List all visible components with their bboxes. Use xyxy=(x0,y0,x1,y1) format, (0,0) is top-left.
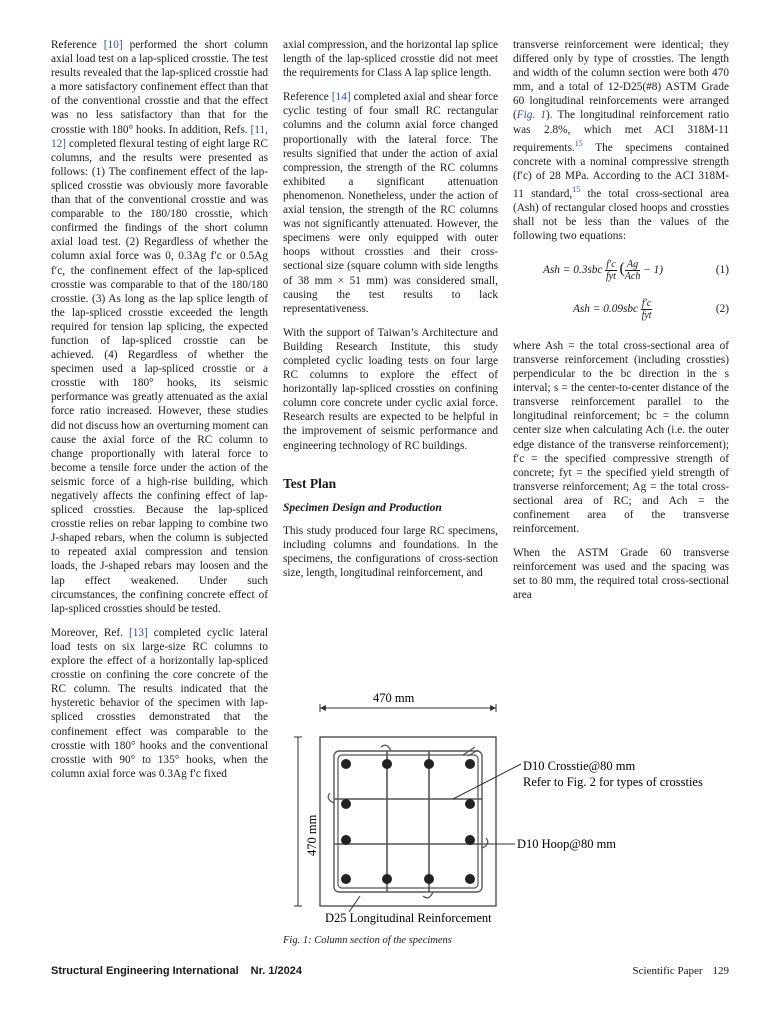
rebar-dot xyxy=(424,874,434,884)
column-section-diagram xyxy=(283,684,729,934)
paragraph: Reference [10] performed the short column axial load test on a lap-spliced crosstie. The test results revealed that the lap-spliced crosstie had a more satisfactory confinement effect than that of the conventional crosstie and that the effect was no less satisfactory than that for the crosstie with 180° hooks. In addition, Refs. [11, 12] completed flexural testing of eight large RC columns, and the results were presented as follows: (1) The confinement effect of the lap-spliced crosstie was obviously more favorable than that of the conventional crosstie and was comparable to the 180/180 crosstie, which confirmed the findings of the short column axial load test. (2) Regardless of whether the column axial force was 0, 0.3Ag f′c or 0.5Ag f′c, the confinement effect of the lap-spliced crosstie was comparable to that of the 180/180 crosstie. (3) As long as the lap splice length of the lap-spliced crosstie exceeded the length required for tension lap splicing, the expected function of lap-spliced crosstie can be achieved. (4) Regardless of whether the specimen used a lap-spliced crosstie or a crosstie with 180° hooks, its seismic performance was greatly attenuated as the axial force ratio increased. However, these studies did not discuss how an overturning moment can cause the axial force of the RC column to change proportionally with lateral force to become a tensile force under the action of the seismic force of a high-rise building, which negatively affects the confining effect of lap-spliced crossties. Because the lap-spliced crosstie relies on rebar lapping to combine two J-shaped rebars, when the column is subjected to repeated axial compression and tension loads, the J-shaped rebars may loosen and the lap effect weakened. Under such circumstances, the confining concrete effect of lap-spliced crossties should be tested. xyxy=(51,39,268,615)
leader-longitudinal xyxy=(349,896,360,912)
label-crosstie-ref: Refer to Fig. 2 for types of crossties xyxy=(523,775,703,789)
crosstie-hooks xyxy=(328,745,488,898)
reference-link[interactable]: 15 xyxy=(574,138,583,148)
subsection-title: Specimen Design and Production xyxy=(283,501,442,514)
equation-1: Ash = 0.3sbc $\frac{f'c}{\text{fyt}}$ ( $\frac{Ag}{\text{Ach}}$ − 1) (1) xyxy=(543,258,729,282)
journal-name: Structural Engineering International xyxy=(51,965,239,977)
paragraph: transverse reinforcement were identical; they differed only by type of crossties. The length and width of the column section were both 470 mm, and a total of 12-D25(#8) ASTM Grade 60 longitudinal reinforcements were arranged (Fig. 1). The longitudinal reinforcement ratio was 2.8%, which met ACI 318M-11 requirements.$^{15}$ The specimens contained concrete with a nominal compressive strength (f′c) of 28 MPa. According to the ACI 318M-11 standard,$^{15}$ the total cross-sectional area (Ash) of rectangular closed hoops and crossties shall not be less than the values of the following two equations: xyxy=(513,39,729,242)
figure-caption: Fig. 1: Column section of the specimens xyxy=(283,935,452,946)
rebar-dot xyxy=(465,759,475,769)
paragraph: When the ASTM Grade 60 transverse reinforcement was used and the spacing was set to 80 mm, the required total cross-sectional area xyxy=(513,547,729,602)
equation-number: (1) xyxy=(715,264,729,277)
paper-type: Scientific Paper xyxy=(632,965,703,977)
journal-issue: Nr. 1/2024 xyxy=(250,965,303,977)
leader-crosstie xyxy=(453,764,521,799)
paragraph: This study produced four large RC specimens, including columns and foundations. In the specimens, the configurations of cross-section size, length, longitudinal reinforcement, and xyxy=(283,524,498,580)
paragraph: With the support of Taiwan’s Architecture and Building Research Institute, this study completed cyclic loading tests on four large RC columns to explore the effect of horizontally lap-spliced crossties on confining column core concrete under cyclic axial force. Research results are expected to be helpful in the improvement of seismic performance and engineering technology of RC buildings. xyxy=(283,326,498,452)
hoop-outer xyxy=(334,751,482,892)
reference-link[interactable]: [14] xyxy=(331,91,351,104)
reference-link[interactable]: [13] xyxy=(129,626,148,639)
dimension-width-label: 470 mm xyxy=(373,691,415,705)
equation-2: Ash = 0.09sbc $\frac{f'c}{\text{fyt}}$ (2) xyxy=(573,297,729,321)
rebar-dot xyxy=(341,835,351,845)
rebar-dot xyxy=(341,759,351,769)
section-title: Test Plan xyxy=(283,475,337,491)
footer-page-info xyxy=(623,965,729,977)
rebar-dot xyxy=(424,759,434,769)
rebar-dot xyxy=(465,874,475,884)
reference-link[interactable]: [11, 12] xyxy=(51,123,268,150)
rebar-dot xyxy=(465,799,475,809)
figure-link[interactable]: Fig. 1 xyxy=(516,109,547,122)
reference-link[interactable]: 15 xyxy=(572,184,581,194)
hoop-inner xyxy=(338,755,478,888)
text-column-3 xyxy=(513,38,729,613)
rebar-dot xyxy=(382,874,392,884)
label-crosstie: D10 Crosstie@80 mm xyxy=(523,759,636,773)
paragraph: Reference [14] completed axial and shear force cyclic testing of four small RC rectangular columns and the column axial force changed proportionally with the lateral force. The results signified that under the action of axial compression, the strength of the RC columns exhibited a significant attenuation phenomenon. Nonetheless, under the action of axial tension, the strength of the RC columns was not significantly attenuated. However, the specimens were only equipped with outer hoops without crossties and their cross-sectional size (square column with side lengths of 38 mm × 51 mm) was considered small, causing the test results to lack representativeness. xyxy=(283,91,498,315)
paragraph: where Ash = the total cross-sectional area of transverse reinforcement (including crossties) perpendicular to the bc direction in the s interval; s = the center-to-center distance of the transverse reinforcement parallel to the longitudinal reinforcement; bc = the column center size when calculating Ach (i.e. the outer edge distance of the transverse reinforcement); f′c = the specified compressive strength of concrete; fyt = the specified yield strength of transverse reinforcement; Ag = the total cross-sectional area of RC; and Ach = the confinement area of the transverse reinforcement. xyxy=(513,339,729,536)
figure-column-section xyxy=(283,684,729,934)
rebar-dot xyxy=(341,799,351,809)
label-longitudinal: D25 Longitudinal Reinforcement xyxy=(325,911,492,925)
dimension-height-label: 470 mm xyxy=(305,814,319,856)
rebar-dot xyxy=(465,835,475,845)
longitudinal-bars xyxy=(341,759,475,884)
reference-link[interactable]: [10] xyxy=(103,39,123,51)
paragraph: Moreover, Ref. [13] completed cyclic lateral load tests on six large-size RC columns to explore the effect of a horizontally lap-spliced crosstie on confining the core concrete of the RC column. The results indicated that the hysteretic behavior of the specimen with lap-spliced crossties demonstrated that the confinement effect was comparable to the crosstie with 180° hooks and the conventional crosstie with 90° to 135° hooks, when the column axial force was 0.3Ag f′c fixed xyxy=(51,626,268,780)
paragraph: axial compression, and the horizontal lap splice length of the lap-spliced crosstie did not meet the requirements for Class A lap splice length. xyxy=(283,39,498,80)
equation-number: (2) xyxy=(715,303,729,316)
rebar-dot xyxy=(382,759,392,769)
text-column-1 xyxy=(51,38,268,791)
rebar-dot xyxy=(341,874,351,884)
text-column-2 xyxy=(283,38,498,590)
label-hoop: D10 Hoop@80 mm xyxy=(517,837,617,851)
footer-journal xyxy=(51,965,314,977)
page-number: 129 xyxy=(712,965,729,977)
